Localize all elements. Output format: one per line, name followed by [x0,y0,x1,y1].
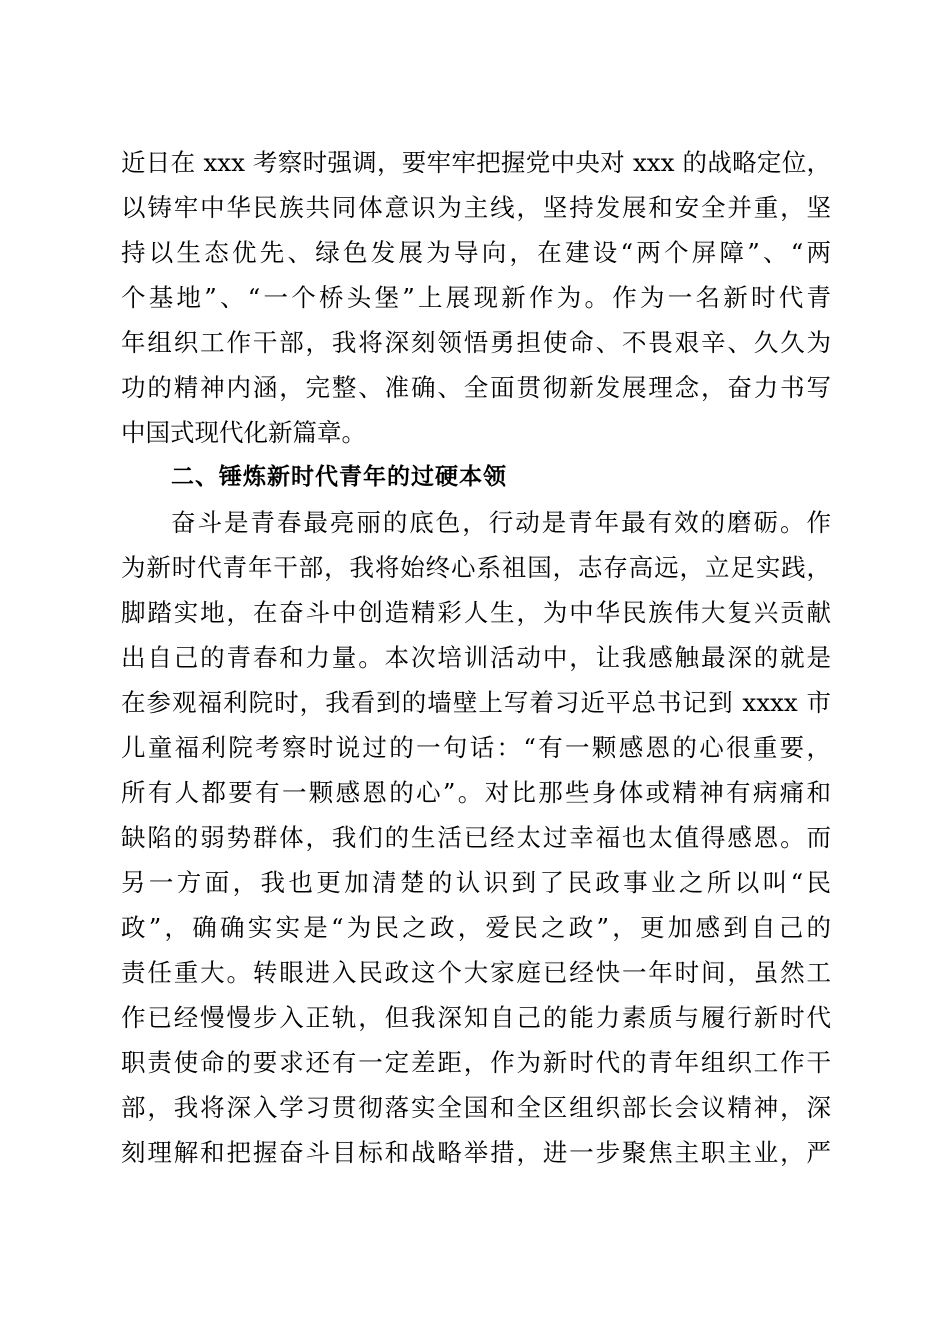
text-line: 另一方面，我也更加清楚的认识到了民政事业之所以叫“民 [121,868,831,897]
text-line: 年组织工作干部，我将深刻领悟勇担使命、不畏艰辛、久久为 [121,328,831,357]
paragraph-2 [121,500,831,1175]
text-line: 所有人都要有一颗感恩的心”。对比那些身体或精神有病痛和 [121,778,831,807]
text-line: 以铸牢中华民族共同体意识为主线，坚持发展和安全并重，坚 [121,193,831,222]
text-line: 持以生态优先、绿色发展为导向，在建设“两个屏障”、“两 [121,238,831,267]
section-heading: 二、锤炼新时代青年的过硬本领 [171,464,507,490]
text-line: 脚踏实地，在奋斗中创造精彩人生，为中华民族伟大复兴贡献 [121,598,831,627]
document-body [121,140,831,1175]
text-line: 刻理解和把握奋斗目标和战略举措，进一步聚焦主职主业，严 [121,1138,831,1167]
text-line: 政”，确确实实是“为民之政，爱民之政”，更加感到自己的 [121,913,831,942]
paragraph-1 [121,140,831,455]
text-line: 出自己的青春和力量。本次培训活动中，让我感触最深的就是 [121,643,831,672]
text-line: 责任重大。转眼进入民政这个大家庭已经快一年时间，虽然工 [121,958,831,987]
text-line: 中国式现代化新篇章。 [121,418,366,447]
text-line: 近日在 xxx 考察时强调，要牢牢把握党中央对 xxx 的战略定位， [121,148,831,177]
text-line: 儿童福利院考察时说过的一句话：“有一颗感恩的心很重要， [121,733,831,762]
text-line: 部，我将深入学习贯彻落实全国和全区组织部长会议精神，深 [121,1093,831,1122]
text-line: 缺陷的弱势群体，我们的生活已经太过幸福也太值得感恩。而 [121,823,831,852]
text-line: 作已经慢慢步入正轨，但我深知自己的能力素质与履行新时代 [121,1003,831,1032]
text-line: 奋斗是青春最亮丽的底色，行动是青年最有效的磨砺。作 [171,508,831,537]
text-line: 个基地”、“一个桥头堡”上展现新作为。作为一名新时代青 [121,283,831,312]
text-line: 为新时代青年干部，我将始终心系祖国，志存高远，立足实践， [121,553,831,582]
text-line: 在参观福利院时，我看到的墙壁上写着习近平总书记到 xxxx 市 [121,688,831,717]
text-line: 职责使命的要求还有一定差距，作为新时代的青年组织工作干 [121,1048,831,1077]
text-line: 功的精神内涵，完整、准确、全面贯彻新发展理念，奋力书写 [121,373,831,402]
